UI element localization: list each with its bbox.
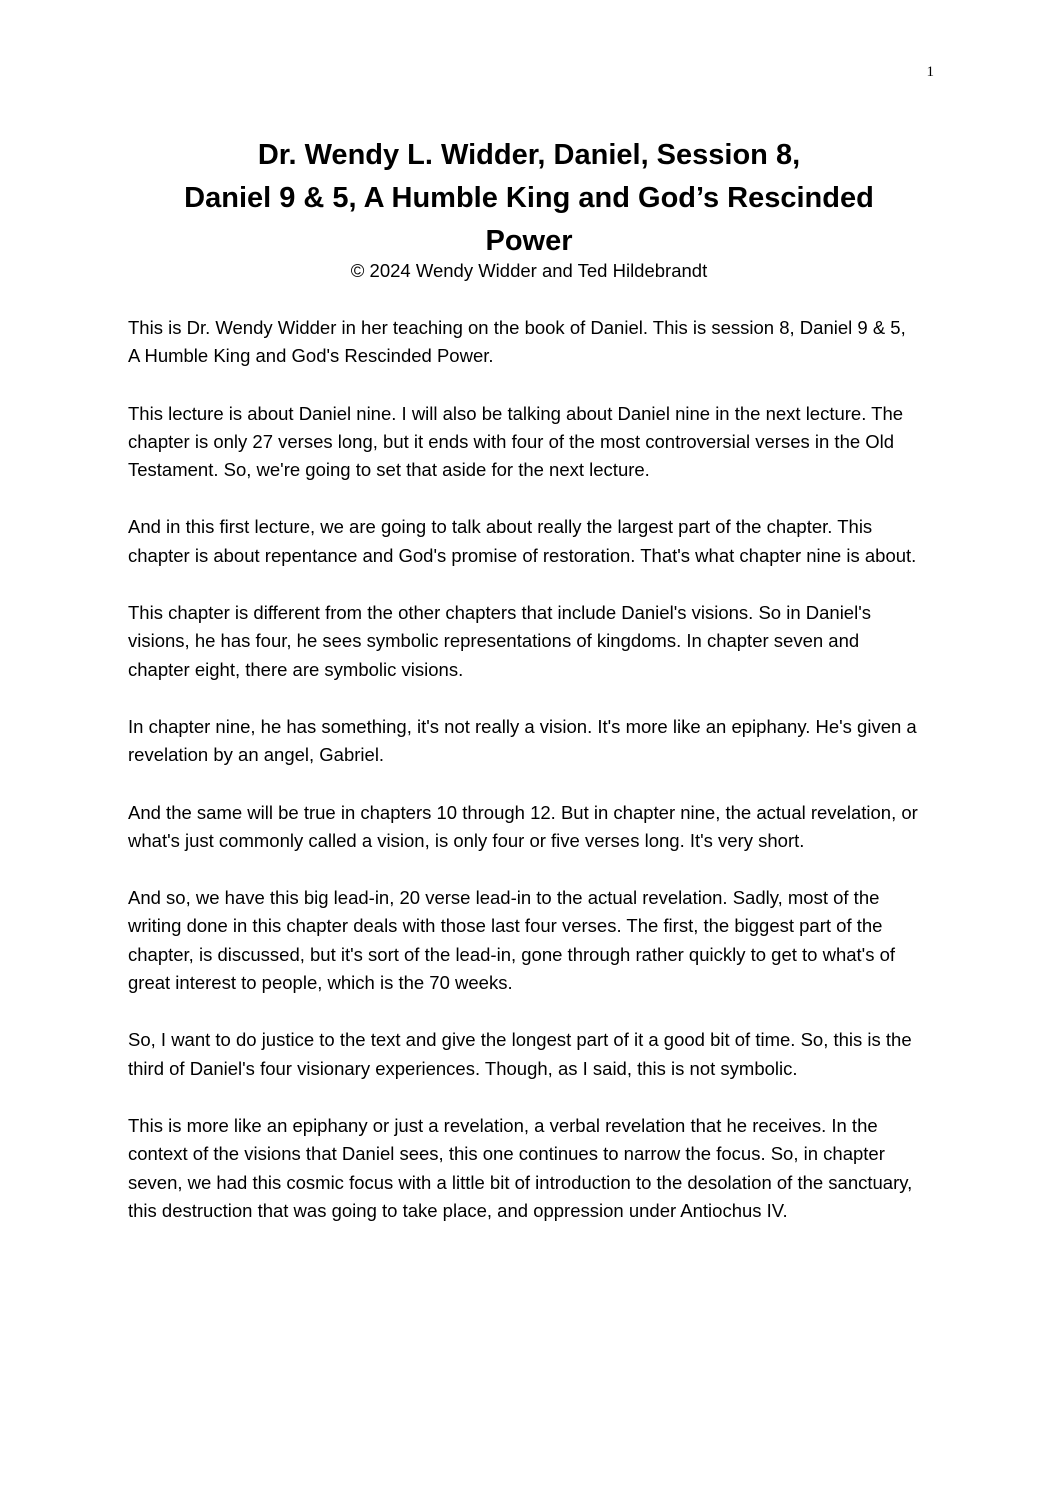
paragraph: This is more like an epiphany or just a revelation, a verbal revelation that he receives. In the context of the visions that Daniel sees, this one continues to narrow the focus. So, in chapter seven, we had this cosmic focus with a little bit of introduction to the desolation of the sanctuary, this destruction that was going to take place, and oppression under Antiochus IV. xyxy=(128,1114,913,1221)
paragraph: This chapter is different from the other chapters that include Daniel's visions. So in Daniel's visions, he has four, he sees symbolic representations of kingdoms. In chapter seven and chapter eight, there are symbolic visions. xyxy=(128,602,871,680)
paragraph: And the same will be true in chapters 10 through 12. But in chapter nine, the actual revelation, or what's just commonly called a vision, is only four or five verses long. It's very short. xyxy=(128,801,918,851)
title-line-2: Daniel 9 & 5, A Humble King and God’s Rescinded xyxy=(184,182,874,214)
document-title xyxy=(128,134,930,263)
paragraph: This is Dr. Wendy Widder in her teaching on the book of Daniel. This is session 8, Daniel 9 & 5, A Humble King and God's Rescinded Power. xyxy=(128,317,906,367)
paragraph: This lecture is about Daniel nine. I will also be talking about Daniel nine in the next lecture. The chapter is only 27 verses long, but it ends with four of the most controversial verses in the Old Testament. So, we're going to set that aside for the next lecture. xyxy=(128,402,904,481)
paragraph: And so, we have this big lead-in, 20 verse lead-in to the actual revelation. Sadly, most of the writing done in this chapter deals with those last four verses. The first, the biggest part of the chapter, is discussed, but it's sort of the lead-in, gone through rather quickly to get to what's of great interest to people, which is the 70 weeks. xyxy=(128,887,896,994)
paragraph: And in this first lecture, we are going to talk about really the largest part of the chapter. This chapter is about repentance and God's promise of restoration. That's what chapter nine is about. xyxy=(128,516,917,566)
body-text xyxy=(128,314,918,1254)
page-number: 1 xyxy=(926,64,934,80)
paragraph: So, I want to do justice to the text and give the longest part of it a good bit of time. So, this is the third of Daniel's four visionary experiences. Though, as I said, this is not symbolic. xyxy=(128,1029,912,1079)
copyright-line: © 2024 Wendy Widder and Ted Hildebrandt xyxy=(350,260,708,281)
paragraph: In chapter nine, he has something, it's not really a vision. It's more like an epiphany. He's given a revelation by an angel, Gabriel. xyxy=(128,715,917,766)
title-line-3: Power xyxy=(485,225,573,257)
title-line-1: Dr. Wendy L. Widder, Daniel, Session 8, xyxy=(257,139,801,171)
